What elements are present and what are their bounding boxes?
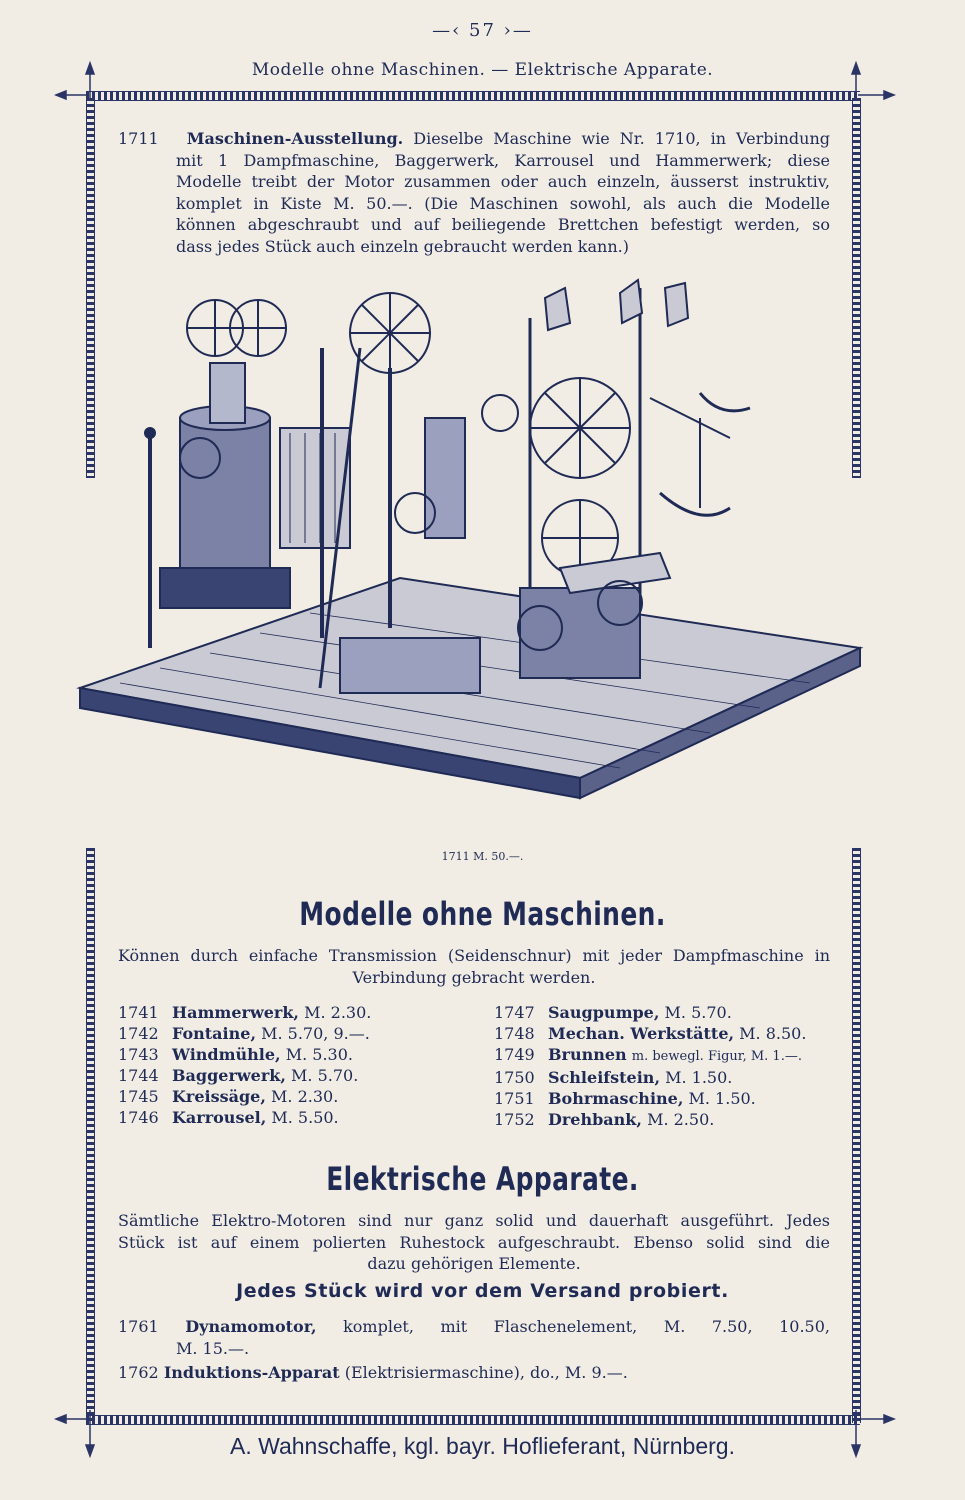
machine-exhibition-engraving <box>60 268 880 828</box>
illustration-caption: 1711 M. 50.—. <box>441 850 524 863</box>
list-item: 1745 Kreissäge, M. 2.30. <box>118 1087 339 1106</box>
list-item: 1751 Bohrmaschine, M. 1.50. <box>494 1089 756 1108</box>
models-list-left <box>118 1002 488 1128</box>
publisher-footer: A. Wahnschaffe, kgl. bayr. Hoflieferant, Nürnberg. <box>230 1433 735 1459</box>
electric-intro: Sämtliche Elektro-Motoren sind nur ganz solid und dauerhaft ausgeführt. Jedes Stück ist auf einem polierten Ruhestock aufgeschraubt. Ebenso solid sind die dazu gehörigen Elemente. <box>118 1211 830 1273</box>
item-title: Maschinen-Ausstellung. <box>186 129 404 148</box>
list-item: 1746 Karrousel, M. 5.50. <box>118 1108 339 1127</box>
running-head: Modelle ohne Maschinen. — Elektrische Apparate. <box>251 60 714 80</box>
list-item: 1741 Hammerwerk, M. 2.30. <box>118 1003 372 1022</box>
list-item: 1752 Drehbank, M. 2.50. <box>494 1110 715 1129</box>
list-item: 1748 Mechan. Werkstätte, M. 8.50. <box>494 1024 807 1043</box>
list-item: 1747 Saugpumpe, M. 5.70. <box>494 1003 732 1022</box>
left-border-lower <box>86 848 95 1423</box>
list-item: 1749 Brunnen m. bewegl. Figur, M. 1.—. <box>494 1045 802 1064</box>
models-intro: Können durch einfache Transmission (Seidenschnur) mit jeder Dampfmaschine in Verbindung gebracht werden. <box>118 946 830 987</box>
list-item: 1742 Fontaine, M. 5.70, 9.—. <box>118 1024 370 1043</box>
models-list-right <box>494 1002 839 1130</box>
item-1761: 1761 Dynamomotor, komplet, mit Flaschenelement, M. 7.50, 10.50, M. 15.—. <box>118 1317 830 1358</box>
list-item: 1750 Schleifstein, M. 1.50. <box>494 1068 733 1087</box>
top-ruler-ornaments <box>0 60 965 130</box>
section-heading-electric: Elektrische Apparate. <box>326 1160 639 1198</box>
right-border-lower <box>852 848 861 1423</box>
item-number: 1711 <box>118 129 159 148</box>
section-heading-models: Modelle ohne Maschinen. <box>299 895 666 933</box>
tested-notice: Jedes Stück wird vor dem Versand probiert. <box>236 1280 729 1302</box>
list-item: 1744 Baggerwerk, M. 5.70. <box>118 1066 359 1085</box>
item-1711-description: 1711 Maschinen-Ausstellung. Dieselbe Maschine wie Nr. 1710, in Verbindung mit 1 Dampfmaschine, Baggerwerk, Karrousel und Hammerwerk; diese Modelle treibt der Motor zusammen oder auch einzeln, äusserst instruktiv, komplet in Kiste M. 50.—. (Die Maschinen sowohl, als auch die Modelle können abgeschraubt und auf beiliegende Brettchen befestigt werden, so dass jedes Stück auch einzeln gebraucht werden kann.) <box>118 129 831 256</box>
list-item: 1743 Windmühle, M. 5.30. <box>118 1045 353 1064</box>
item-1762: 1762 Induktions-Apparat (Elektrisiermaschine), do., M. 9.—. <box>118 1363 628 1382</box>
page-number: —‹ 57 ›— <box>432 20 533 41</box>
